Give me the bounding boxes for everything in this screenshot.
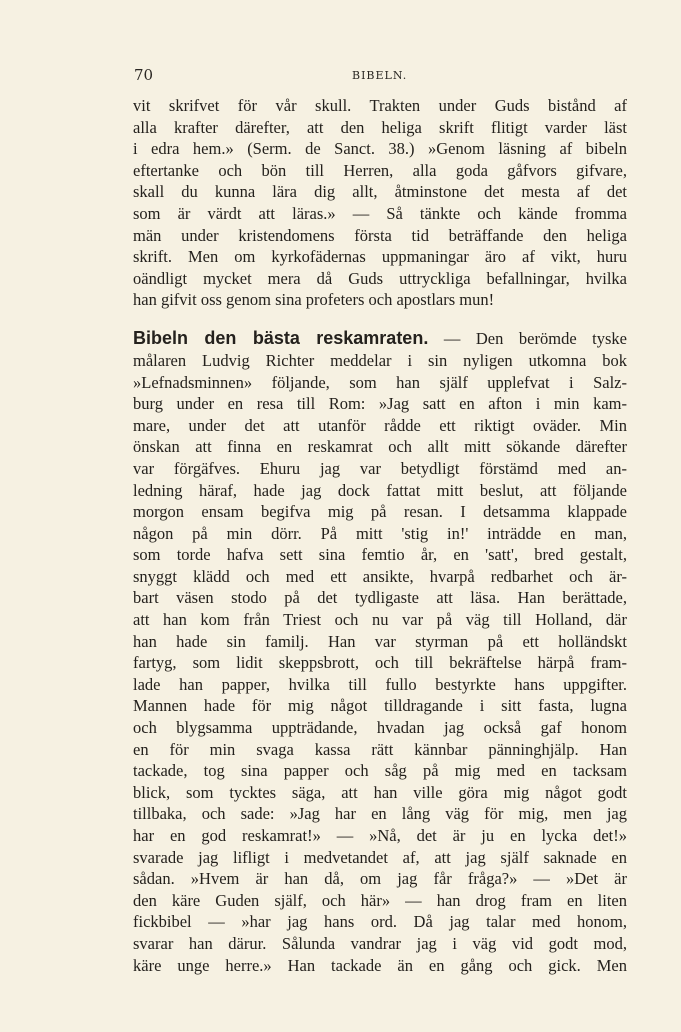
text-line: och blygsamma uppträdande, hvadan jag också gaf honom — [133, 718, 627, 738]
paragraph-gap — [133, 311, 627, 326]
text-line: oändligt mycket mera då Guds uttryckliga befallningar, hvilka — [133, 268, 627, 288]
text-line: käre unge herre.» Han tackade än en gång och gick. Men — [133, 955, 627, 975]
text-line: alla krafter därefter, att den heliga skrift flitigt varder läst — [133, 117, 627, 137]
text-line: skall du kunna lära dig allt, åtminstone det mesta af det — [133, 182, 627, 202]
running-title: BIBELN. — [352, 69, 408, 82]
text-line: som torde hafva sett sina femtio år, en 'satt', bred gestalt, — [133, 545, 627, 565]
text-line: »Lefnadsminnen» följande, som han själf upplefvat i Salz- — [133, 372, 627, 392]
text-line: Mannen hade för mig något tilldragande i sitt fasta, lugna — [133, 696, 627, 716]
text-line: män under kristendomens första tid beträffande den heliga — [133, 225, 627, 245]
page-header — [134, 66, 628, 86]
text-line: han gifvit oss genom sina profeters och apostlars mun! — [133, 290, 495, 310]
text-line: sådan. »Hvem är han då, om jag får fråga?» — »Det är — [133, 869, 627, 889]
text-line: tackade, tog sina papper och såg på mig med en tacksam — [133, 761, 627, 781]
text-line: snyggt klädd och med ett ansikte, hvarpå redbarhet och är- — [133, 566, 627, 586]
text-line: någon på min dörr. På mitt 'stig in!' inträdde en man, — [133, 523, 627, 543]
text-line: en för min svaga kassa rätt kännbar pänninghjälp. Han — [133, 739, 627, 759]
text-line: målaren Ludvig Richter meddelar i sin nyligen utkomna bok — [133, 350, 627, 370]
text-line: tillbaka, och sade: »Jag har en lång väg för mig, men jag — [133, 804, 627, 824]
text-line: lade han papper, hvilka till fullo bestyrkte hans uppgifter. — [133, 674, 627, 694]
text-line: skrift. Men om kyrkofädernas uppmaningar äro af vikt, huru — [133, 247, 627, 267]
section-heading: Bibeln den bästa reskamraten. — [133, 327, 429, 348]
text-line: eftertanke och bön till Herren, alla goda gåfvors gifvare, — [133, 160, 627, 180]
text-line: blick, som tycktes säga, att han ville göra mig något godt — [133, 782, 627, 802]
text-line: önskan att finna en reskamrat och allt mitt sökande därefter — [133, 437, 627, 457]
text-line: burg under en resa till Rom: »Jag satt en afton i min kam- — [133, 394, 627, 414]
text-line: den käre Guden själf, och här» — han drog fram en liten — [133, 890, 627, 910]
text-line: ledning häraf, hade jag dock fattat mitt beslut, att följande — [133, 480, 627, 500]
text-line: var förgäfves. Ehuru jag var betydligt förstämd med an- — [133, 458, 627, 478]
text-line: fartyg, som lidit skeppsbrott, och till bekräftelse härpå fram- — [133, 653, 627, 673]
text-line: fickbibel — »har jag hans ord. Då jag talar med honom, — [133, 912, 627, 932]
text-line: han hade sin familj. Han var styrman på ett holländskt — [133, 631, 627, 651]
text-line: i edra hem.» (Serm. de Sanct. 38.) »Genom läsning af bibeln — [133, 139, 627, 159]
text-line: som är värdt att läras.» — Så tänkte och kände fromma — [133, 203, 627, 223]
text-line: att han kom från Triest och nu var på väg till Holland, där — [133, 610, 627, 630]
text-line: svarade jag lifligt i medvetandet af, att jag själf saknade en — [133, 847, 627, 867]
text-line: morgon ensam begifva mig på resan. I detsamma klappade — [133, 502, 627, 522]
text-line: har en god reskamrat!» — »Nå, det är ju en lycka det!» — [133, 826, 627, 845]
section-first-line-text: — Den berömde tyske — [443, 328, 627, 348]
text-line: bart väsen stodo på det tydligaste att läsa. Han berättade, — [133, 588, 627, 608]
section-bibeln-reskamrat — [133, 326, 627, 976]
text-line: svarar han därur. Sålunda vandrar jag i väg vid godt mod, — [133, 933, 627, 953]
paragraph-1 — [133, 95, 627, 311]
text-line: mare, under det att utanför rådde ett riktigt oväder. Min — [133, 415, 627, 435]
page-number: 70 — [134, 66, 154, 84]
text-line: vit skrifvet för vår skull. Trakten under Guds bistånd af — [133, 96, 627, 115]
page-body — [133, 95, 627, 976]
section-first-line — [133, 326, 627, 350]
